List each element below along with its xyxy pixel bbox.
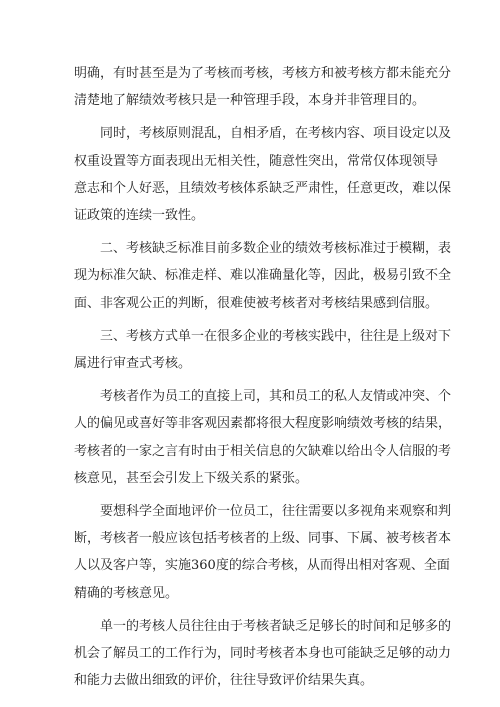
paragraph-6 [74,498,452,607]
paragraph-line: 意志和个人好恶，且绩效考核体系缺乏严肃性，任意更改，难以保 [74,180,452,196]
paragraph-line: 要想科学全面地评价一位员工，往往需要以多视角来观察和判 [100,504,452,520]
paragraph-1 [74,60,452,114]
paragraph-line: 断，考核者一般应该包括考核者的上级、同事、下属、被考核者本 [74,531,452,547]
paragraph-line: 精确的考核意见。 [74,585,179,601]
paragraph-line: 人的偏见或喜好等非客观因素都将很大程度影响绩效考核的结果， [74,416,452,432]
paragraph-line: 核意见，甚至会引发上下级关系的紧张。 [74,470,309,486]
paragraph-line: 机会了解员工的工作行为，同时考核者本身也可能缺乏足够的动力 [74,646,452,662]
paragraph-5 [74,383,452,492]
paragraph-3 [74,235,452,317]
paragraph-line: 三、考核方式单一在很多企业的考核实践中，往往是上级对下 [100,328,452,344]
paragraph-line: 二、考核缺乏标准目前多数企业的绩效考核标准过于模糊，表 [100,241,452,257]
paragraph-line: 考核者的一家之言有时由于相关信息的欠缺难以给出令人信服的考 [74,443,452,459]
paragraph-line: 属进行审查式考核。 [74,356,192,372]
document-body [74,60,452,694]
paragraph-line: 面、非客观公正的判断，很难使被考核者对考核结果感到信服。 [74,295,439,311]
paragraph-line: 清楚地了解绩效考核只是一种管理手段，本身并非管理目的。 [74,93,426,109]
paragraph-line: 人以及客户等，实施360度的综合考核，从而得出相对客观、全面 [74,558,450,574]
paragraph-7 [74,613,452,695]
paragraph-line: 现为标准欠缺、标准走样、难以准确量化等，因此，极易引致不全 [74,268,452,284]
paragraph-4 [74,323,452,377]
paragraph-line: 同时，考核原则混乱，自相矛盾，在考核内容、项目设定以及 [100,126,452,142]
paragraph-line: 权重设置等方面表现出无相关性，随意性突出，常常仅体现领导 [74,153,439,169]
paragraph-line: 证政策的连续一致性。 [74,208,205,224]
paragraph-line: 和能力去做出细致的评价，往往导致评价结果失真。 [74,673,374,689]
paragraph-line: 考核者作为员工的直接上司，其和员工的私人友情或冲突、个 [100,389,452,405]
paragraph-line: 单一的考核人员往往由于考核者缺乏足够长的时间和足够多的 [100,618,452,634]
paragraph-2 [74,120,452,229]
paragraph-line: 明确，有时甚至是为了考核而考核，考核方和被考核方都未能充分 [74,66,452,81]
